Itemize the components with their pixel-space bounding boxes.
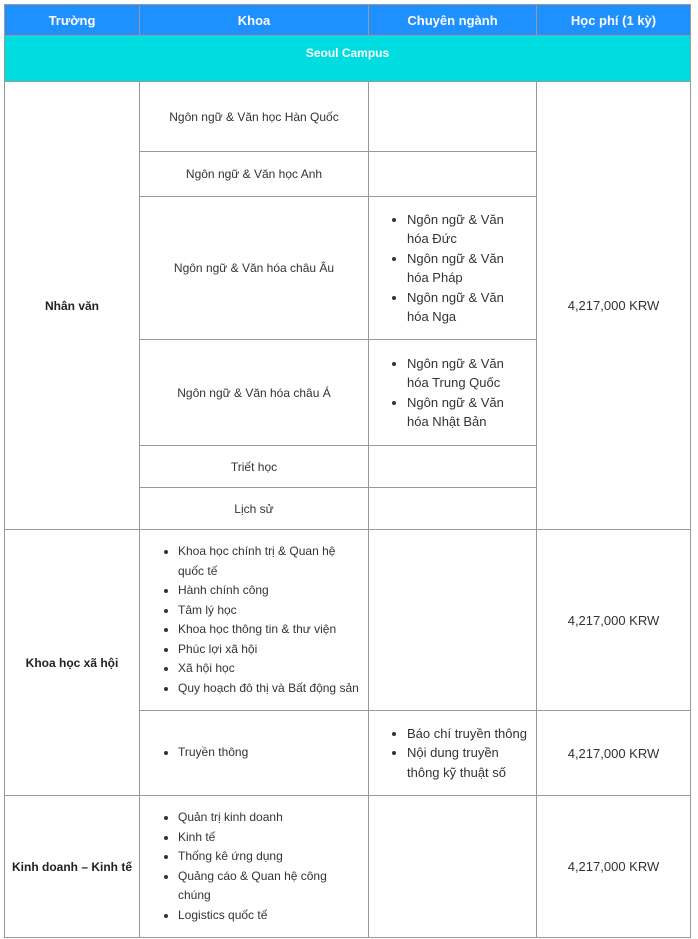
major-cell-empty bbox=[369, 488, 537, 530]
list-item: • Quy hoạch đô thị và Bất động sản bbox=[178, 679, 360, 699]
major-list bbox=[369, 724, 528, 783]
list-item: • Báo chí truyền thông bbox=[407, 724, 528, 744]
dept-list-cell bbox=[140, 796, 369, 938]
school-humanities: Nhân văn bbox=[5, 82, 140, 530]
dept-list-cell bbox=[140, 711, 369, 796]
major-cell bbox=[369, 711, 537, 796]
major-list bbox=[369, 210, 528, 327]
table-row bbox=[5, 82, 691, 152]
major-cell-empty bbox=[369, 796, 537, 938]
header-school: Trường bbox=[5, 5, 140, 36]
list-item: • Xã hội học bbox=[178, 659, 360, 679]
list-item: • Thống kê ứng dụng bbox=[178, 847, 360, 867]
fee-humanities: 4,217,000 KRW bbox=[537, 82, 691, 530]
major-cell-empty bbox=[369, 152, 537, 197]
list-item: • Hành chính công bbox=[178, 581, 360, 601]
header-row bbox=[5, 5, 691, 36]
list-item: • Khoa học chính trị & Quan hệ quốc tế bbox=[178, 542, 360, 581]
list-item: • Tâm lý học bbox=[178, 601, 360, 621]
dept-cell: Ngôn ngữ & Văn học Anh bbox=[140, 152, 369, 197]
school-business-economics: Kinh doanh – Kinh tế bbox=[5, 796, 140, 938]
tuition-table bbox=[4, 4, 691, 938]
major-cell-empty bbox=[369, 446, 537, 488]
list-item: • Truyền thông bbox=[178, 743, 360, 763]
dept-cell: Ngôn ngữ & Văn hóa châu Á bbox=[140, 340, 369, 446]
list-item: • Nội dung truyền thông kỹ thuật số bbox=[407, 743, 528, 782]
list-item: • Kinh tế bbox=[178, 828, 360, 848]
dept-cell: Triết học bbox=[140, 446, 369, 488]
fee-media: 4,217,000 KRW bbox=[537, 711, 691, 796]
dept-list bbox=[140, 542, 360, 698]
list-item: • Phúc lợi xã hội bbox=[178, 640, 360, 660]
table-row bbox=[5, 530, 691, 711]
header-department: Khoa bbox=[140, 5, 369, 36]
fee-social-sciences: 4,217,000 KRW bbox=[537, 530, 691, 711]
list-item: • Khoa học thông tin & thư viện bbox=[178, 620, 360, 640]
list-item: • Ngôn ngữ & Văn hóa Nga bbox=[407, 288, 528, 327]
major-cell-empty bbox=[369, 530, 537, 711]
major-cell bbox=[369, 197, 537, 340]
list-item: • Logistics quốc tế bbox=[178, 906, 360, 926]
dept-cell: Ngôn ngữ & Văn hóa châu Âu bbox=[140, 197, 369, 340]
dept-list-cell bbox=[140, 530, 369, 711]
dept-cell: Ngôn ngữ & Văn học Hàn Quốc bbox=[140, 82, 369, 152]
header-tuition: Học phí (1 kỳ) bbox=[537, 5, 691, 36]
list-item: • Ngôn ngữ & Văn hóa Đức bbox=[407, 210, 528, 249]
dept-cell: Lịch sử bbox=[140, 488, 369, 530]
campus-row bbox=[5, 36, 691, 82]
list-item: • Quản trị kinh doanh bbox=[178, 808, 360, 828]
major-cell-empty bbox=[369, 82, 537, 152]
major-list bbox=[369, 354, 528, 432]
campus-title: Seoul Campus bbox=[5, 36, 691, 82]
school-social-sciences: Khoa học xã hội bbox=[5, 530, 140, 796]
list-item: • Ngôn ngữ & Văn hóa Trung Quốc bbox=[407, 354, 528, 393]
fee-business: 4,217,000 KRW bbox=[537, 796, 691, 938]
table-row bbox=[5, 796, 691, 938]
list-item: • Ngôn ngữ & Văn hóa Pháp bbox=[407, 249, 528, 288]
header-major: Chuyên ngành bbox=[369, 5, 537, 36]
list-item: • Ngôn ngữ & Văn hóa Nhật Bản bbox=[407, 393, 528, 432]
dept-list bbox=[140, 808, 360, 925]
dept-list bbox=[140, 743, 360, 763]
major-cell bbox=[369, 340, 537, 446]
list-item: • Quảng cáo & Quan hệ công chúng bbox=[178, 867, 360, 906]
